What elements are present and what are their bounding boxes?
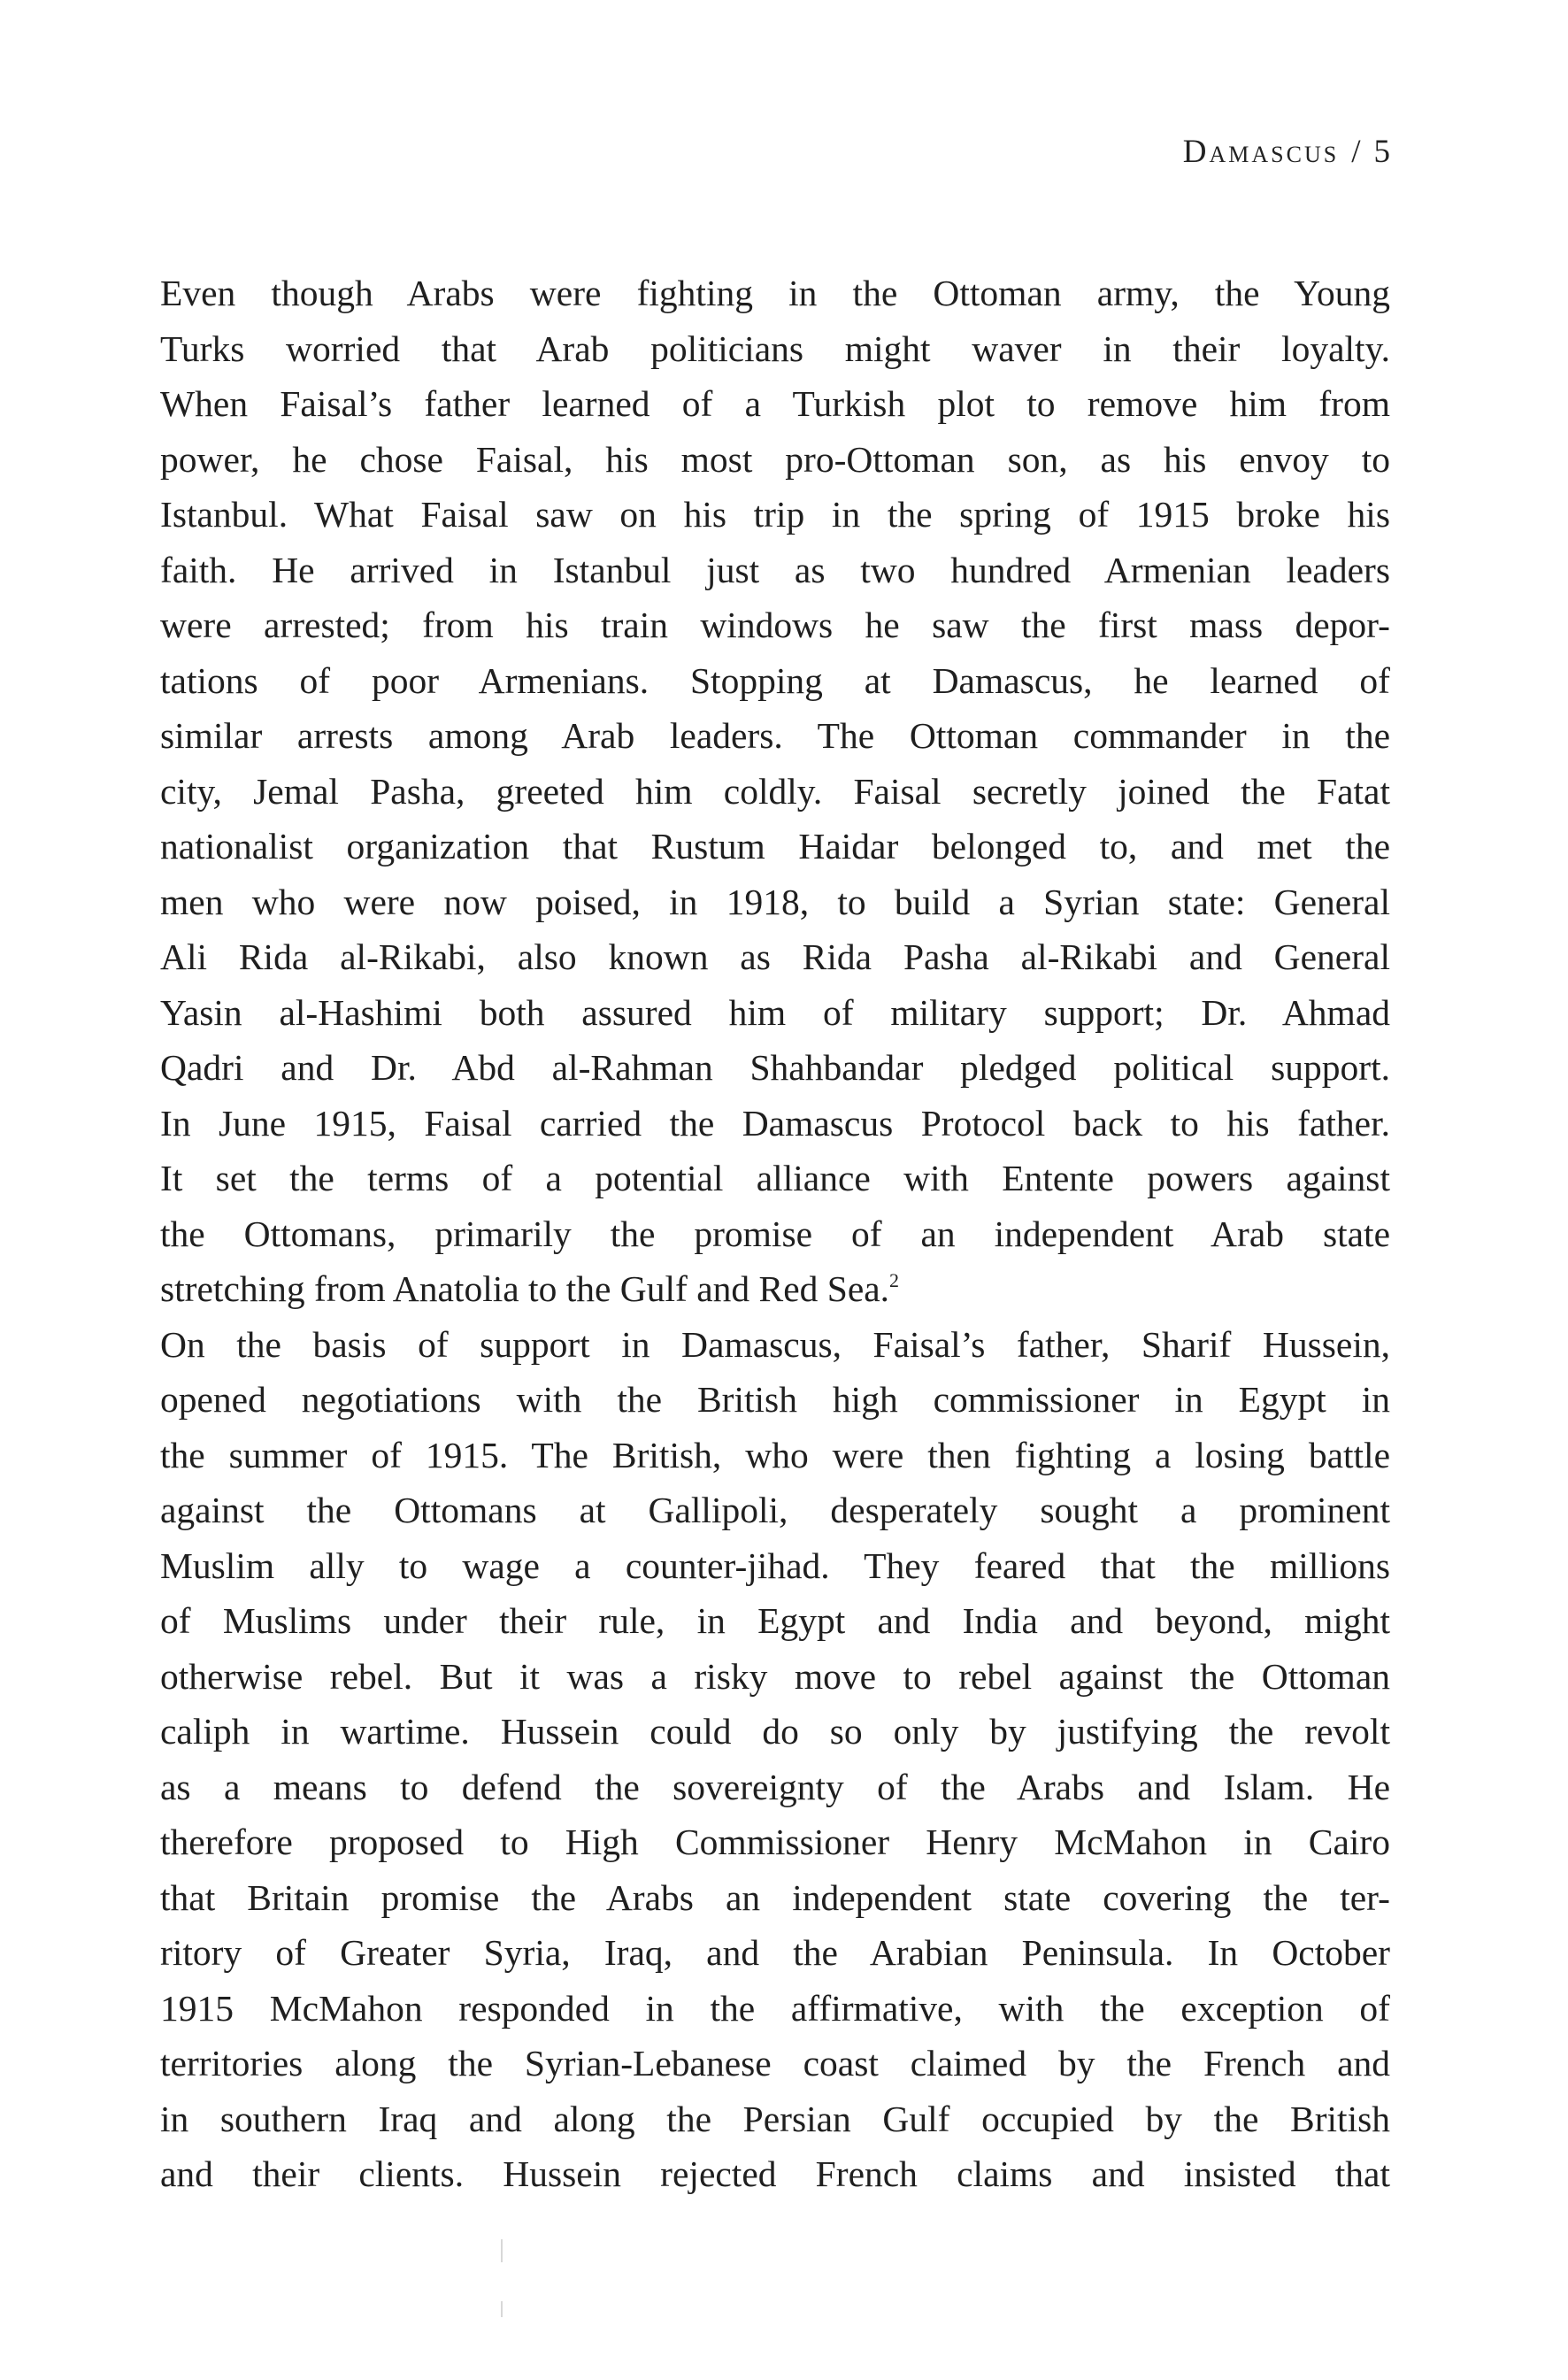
text-line: power, he chose Faisal, his most pro-Ottoman son, as his envoy to [160,438,1390,480]
footnote-marker[interactable]: 2 [889,1269,900,1291]
text-line: therefore proposed to High Commissioner Henry McMahon in Cairo [160,1822,1390,1862]
text-line: in southern Iraq and along the Persian Gulf occupied by the British [160,2098,1390,2139]
text-line: as a means to defend the sovereignty of the Arabs and Islam. He [160,1766,1390,1807]
text-line: were arrested; from his train windows he saw the first mass depor- [160,605,1390,645]
text-line: territories along the Syrian-Lebanese coast claimed by the French and [160,2043,1390,2083]
text-line: tations of poor Armenians. Stopping at Damascus, he learned of [160,659,1390,701]
text-line: ritory of Greater Syria, Iraq, and the Arabian Peninsula. In October [160,1932,1390,1973]
text-line: men who were now poised, in 1918, to build a Syrian state: General [160,881,1390,922]
text-line-first: On the basis of support in Damascus, Faisal’s father, Sharif Hussein, [160,1323,1390,1365]
text-line: Ali Rida al-Rikabi, also known as Rida Pasha al-Rikabi and General [160,936,1390,977]
text-line: against the Ottomans at Gallipoli, desperately sought a prominent [160,1490,1390,1530]
text-line: faith. He arrived in Istanbul just as two hundred Armenian leaders [160,549,1390,590]
running-head-title: Damascus [1182,134,1340,170]
text-line: that Britain promise the Arabs an independent state covering the ter- [160,1876,1390,1918]
text-line: caliph in wartime. Hussein could do so only by justifying the revolt [160,1711,1390,1752]
text-line: When Faisal’s father learned of a Turkish plot to remove him from [160,383,1390,424]
text-line-content: stretching from Anatolia to the Gulf and Red Sea. [160,1268,890,1309]
text-line-last [160,1261,1390,1317]
body-text [160,266,1390,2202]
scan-artifact [501,2239,503,2262]
text-line: the summer of 1915. The British, who were then fighting a losing battle [160,1434,1390,1475]
text-line: city, Jemal Pasha, greeted him coldly. Faisal secretly joined the Fatat [160,770,1390,812]
running-head-separator: / [1351,134,1362,170]
paragraph-2 [160,1317,1390,2202]
text-line: opened negotiations with the British high commissioner in Egypt in [160,1379,1390,1420]
text-line: otherwise rebel. But it was a risky move to rebel against the Ottoman [160,1655,1390,1697]
text-line: 1915 McMahon responded in the affirmative, with the exception of [160,1987,1390,2029]
text-line: Turks worried that Arab politicians might waver in their loyalty. [160,327,1390,369]
text-line: In June 1915, Faisal carried the Damascus Protocol back to his father. [160,1102,1390,1144]
scan-artifact [501,2301,503,2317]
text-line: the Ottomans, primarily the promise of an independent Arab state [160,1213,1390,1254]
page-number: 5 [1373,134,1391,170]
text-line: Muslim ally to wage a counter-jihad. They feared that the millions [160,1544,1390,1586]
paragraph-1 [160,266,1390,1317]
text-line: and their clients. Hussein rejected French claims and insisted that [160,2153,1390,2194]
text-line: similar arrests among Arab leaders. The Ottoman commander in the [160,715,1390,756]
text-line: of Muslims under their rule, in Egypt and India and beyond, might [160,1600,1390,1641]
text-line: Yasin al-Hashimi both assured him of military support; Dr. Ahmad [160,991,1390,1033]
text-line: nationalist organization that Rustum Haidar belonged to, and met the [160,826,1390,867]
text-line: Qadri and Dr. Abd al-Rahman Shahbandar pledged political support. [160,1047,1390,1088]
text-line: It set the terms of a potential alliance with Entente powers against [160,1158,1390,1198]
running-head [1183,133,1391,171]
text-line: Istanbul. What Faisal saw on his trip in the spring of 1915 broke his [160,494,1390,535]
text-line: Even though Arabs were fighting in the Ottoman army, the Young [160,273,1390,313]
